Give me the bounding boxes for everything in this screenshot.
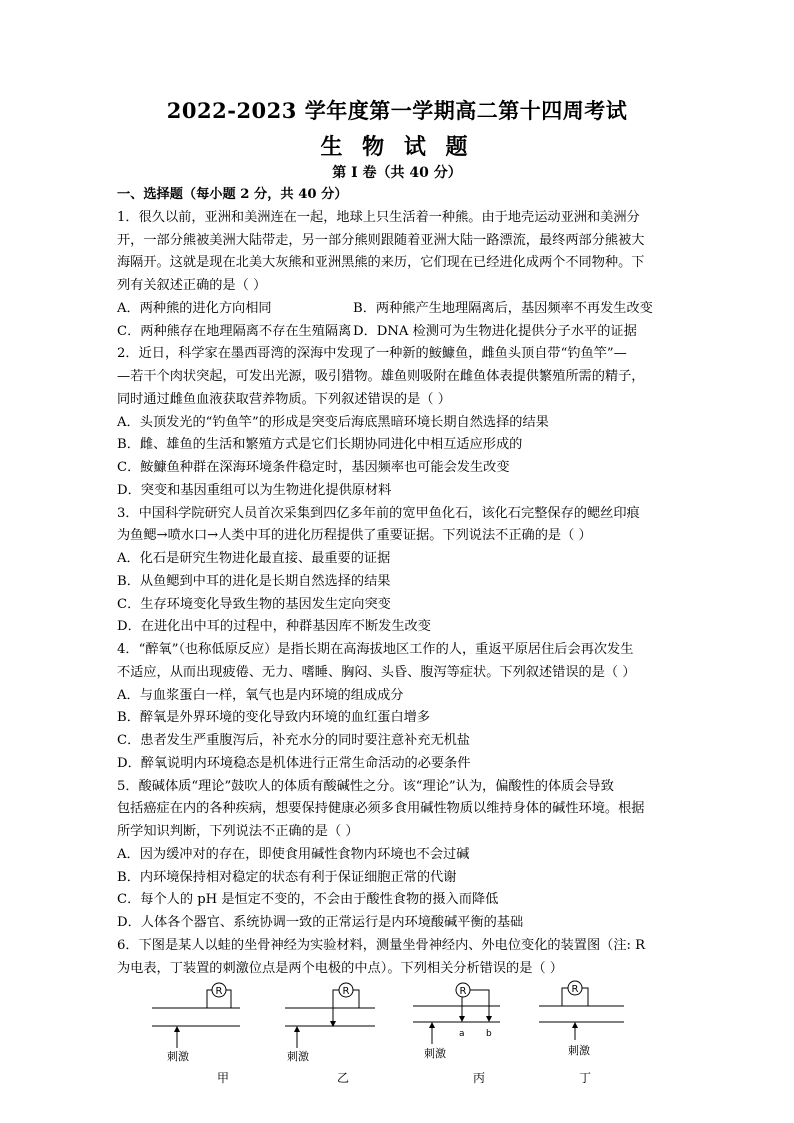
- option-c: C．每个人的 pH 是恒定不变的，不会由于酸性食物的摄入而降低: [117, 892, 499, 908]
- subject-title: 生 物 试 题: [320, 134, 474, 160]
- section-heading: 一、选择题（每小题 2 分，共 40 分）: [117, 187, 348, 202]
- option-b: B．内环境保持相对稳定的状态有利于保证细胞正常的代谢: [117, 869, 457, 885]
- option-b: B．醉氧是外界环境的变化导致内环境的血红蛋白增多: [117, 710, 431, 726]
- option-row: [117, 298, 687, 321]
- stimulus-label: 刺激: [568, 1044, 590, 1057]
- option-a: A．化石是研究生物进化最直接、最重要的证据: [117, 551, 391, 566]
- option-row: [117, 321, 687, 344]
- question-6: [117, 935, 687, 981]
- stimulus-label: 刺激: [287, 1050, 309, 1063]
- option-d: D．在进化出中耳的过程中，种群基因库不断发生改变: [117, 619, 431, 635]
- option-a: A．两种熊的进化方向相同: [117, 300, 272, 316]
- question-3: [117, 503, 687, 640]
- question-2: [117, 343, 687, 502]
- option-b: B．两种熊产生地理隔离后，基因频率不再发生改变: [353, 300, 653, 316]
- question-stem-line: —若干个肉状突起，可发出光源，吸引猎物。雄鱼则吸附在雌鱼体表提供繁殖所需的精子，: [117, 369, 645, 384]
- meter-label: R: [342, 986, 350, 997]
- option-a: A．与血浆蛋白一样，氧气也是内环境的组成成分: [117, 687, 404, 703]
- option-c: C．两种熊存在地理隔离不存在生殖隔离: [117, 323, 352, 339]
- question-stem-line: 5．酸碱体质“理论”鼓吹人的体质有酸碱性之分。该“理论”认为，偏酸性的体质会导致: [117, 778, 614, 794]
- question-stem-line: 3．中国科学院研究人员首次采集到四亿多年前的宽甲鱼化石，该化石完整保存的鳃丝印痕: [117, 505, 640, 521]
- stimulus-label: 刺激: [424, 1047, 446, 1060]
- figure-ding: [539, 981, 624, 1085]
- question-stem-line: 开，一部分熊被美洲大陆带走，另一部分熊则跟随着亚洲大陆一路漂流，最终两部分熊被大: [117, 232, 645, 248]
- figure-label-yi: 乙: [337, 1071, 350, 1085]
- option-d: D．醉氧说明内环境稳态是机体进行正常生命活动的必要条件: [117, 755, 471, 771]
- question-1: [117, 207, 687, 344]
- option-b: B．从鱼鳃到中耳的进化是长期自然选择的结果: [117, 573, 391, 589]
- question-stem-line: 4．“醉氧”（也称低原反应）是指长期在高海拔地区工作的人，重返平原居住后会再次发生: [117, 642, 634, 657]
- figure-jia: [152, 983, 240, 1085]
- question-stem-line: 不适应，从而出现疲倦、无力、嗜睡、胸闷、头昏、腹泻等症状。下列叙述错误的是（ ）: [117, 664, 636, 680]
- figure-bing: [413, 983, 500, 1085]
- figure-label-bing: 丙: [473, 1071, 486, 1085]
- figure-label-ding: 丁: [579, 1071, 592, 1085]
- point-a-label: a: [459, 1029, 465, 1039]
- question-stem-line: 1．很久以前，亚洲和美洲连在一起，地球上只生活着一种熊。由于地壳运动亚洲和美洲分: [117, 209, 640, 225]
- stimulus-label: 刺激: [167, 1050, 189, 1063]
- question-stem-line: 海隔开。这就是现在北美大灰熊和亚洲黑熊的来历，它们现在已经进化成两个不同物种。下: [117, 255, 645, 271]
- exam-title: 2022-2023 学年度第一学期高二第十四周考试: [166, 98, 628, 123]
- option-a: A．因为缓冲对的存在，即使食用碱性食物内环境也不会过碱: [117, 846, 470, 862]
- question-stem-line: 为电表，丁装置的刺激位点是两个电极的中点）。下列相关分析错误的是（ ）: [117, 960, 563, 976]
- question-stem-line: 列有关叙述正确的是（ ）: [117, 278, 267, 293]
- exam-body: [117, 184, 687, 980]
- question-stem-line: 所学知识判断，下列说法不正确的是（ ）: [117, 824, 359, 839]
- option-c: C．鮟鱇鱼种群在深海环境条件稳定时，基因频率也可能会发生改变: [117, 460, 510, 475]
- volume-title: 第 I 卷（共 40 分）: [332, 165, 462, 181]
- option-c: C．生存环境变化导致生物的基因发生定向突变: [117, 596, 391, 612]
- option-c: C．患者发生严重腹泻后，补充水分的同时要注意补充无机盐: [117, 733, 470, 748]
- question-stem-line: 2．近日，科学家在墨西哥湾的深海中发现了一种新的鮟鱇鱼，雌鱼头顶自带“钓鱼竿”—: [117, 346, 627, 362]
- option-d: D．人体各个器官、系统协调一致的正常运行是内环境酸碱平衡的基础: [117, 915, 524, 930]
- option-a: A．头顶发光的“钓鱼竿”的形成是突变后海底黑暗环境长期自然选择的结果: [117, 414, 549, 430]
- question-5: [117, 776, 687, 935]
- question-4: [117, 639, 687, 776]
- question-stem-line: 6．下图是某人以蛙的坐骨神经为实验材料，测量坐骨神经内、外电位变化的装置图（注: R: [117, 937, 646, 953]
- question-stem-line: 包括癌症在内的各种疾病，想要保持健康必须多食用碱性物质以维持身体的碱性环境。根据: [117, 801, 645, 817]
- question-stem-line: 同时通过雌鱼血液获取营养物质。下列叙述错误的是（ ）: [117, 391, 451, 407]
- meter-label: R: [571, 984, 579, 995]
- figure-label-jia: 甲: [217, 1071, 230, 1085]
- option-b: B．雌、雄鱼的生活和繁殖方式是它们长期协同进化中相互适应形成的: [117, 437, 523, 453]
- option-d: D．DNA 检测可为生物进化提供分子水平的证据: [353, 323, 637, 339]
- option-d: D．突变和基因重组可以为生物进化提供原材料: [117, 482, 392, 498]
- meter-label: R: [215, 986, 223, 997]
- figure-yi: [285, 983, 375, 1085]
- meter-label: R: [459, 986, 467, 997]
- question-stem-line: 为鱼鳃→喷水口→人类中耳的进化历程提供了重要证据。下列说法不正确的是（ ）: [117, 528, 592, 544]
- nerve-experiment-figures: [117, 978, 687, 1088]
- point-b-label: b: [486, 1029, 492, 1039]
